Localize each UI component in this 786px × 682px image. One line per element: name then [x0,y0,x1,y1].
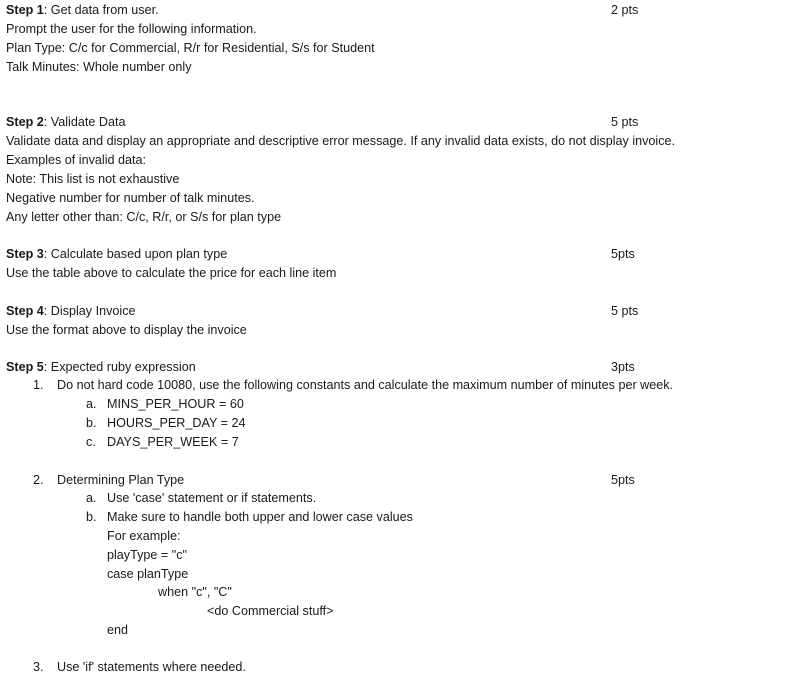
step2-points: 5 pts [611,115,639,129]
list-number: 2. [33,473,44,487]
step5-heading [6,360,196,375]
sub-letter: a. [86,397,97,411]
sub-letter: a. [86,491,97,505]
code-line: <do Commercial stuff> [207,604,334,618]
sub-item-text: HOURS_PER_DAY = 24 [107,416,246,430]
step1-points: 2 pts [611,3,639,17]
step4-label: Step 4 [6,304,44,318]
step3-heading [6,247,227,262]
step4-heading [6,304,136,319]
step3-title: : Calculate based upon plan type [43,247,228,261]
list-item-text: Use 'if' statements where needed. [57,660,246,674]
step1-line: Plan Type: C/c for Commercial, R/r for Residential, S/s for Student [6,41,375,55]
sub-item-text: MINS_PER_HOUR = 60 [107,397,244,411]
step5-title: : Expected ruby expression [43,360,196,374]
step2-line: Negative number for number of talk minutes. [6,191,255,205]
step5-label: Step 5 [6,360,44,374]
code-line: For example: [107,529,181,543]
step2-line: Any letter other than: C/c, R/r, or S/s for plan type [6,210,282,224]
sub-letter: c. [86,435,96,449]
step4-title: : Display Invoice [43,304,136,318]
list-item-text: Do not hard code 10080, use the following constants and calculate the maximum number of minutes per week. [57,378,674,392]
step3-points: 5pts [611,247,635,261]
code-line: case planType [107,567,189,581]
sub-item-text: Make sure to handle both upper and lower case values [107,510,413,524]
sub-letter: b. [86,510,97,524]
step2-line: Validate data and display an appropriate and descriptive error message. If any invalid data exists, do not display invoice. [6,134,676,148]
step2-label: Step 2 [6,115,44,129]
list-number: 1. [33,378,44,392]
step3-label: Step 3 [6,247,44,261]
code-line: end [107,623,129,637]
list-item-text: Determining Plan Type [57,473,185,487]
item2-points: 5pts [611,473,635,487]
step1-label: Step 1 [6,3,44,17]
code-line: playType = "c" [107,548,187,562]
step1-line: Talk Minutes: Whole number only [6,60,192,74]
step2-heading [6,115,125,130]
step4-line: Use the format above to display the invoice [6,323,247,337]
list-number: 3. [33,660,44,674]
sub-letter: b. [86,416,97,430]
step3-line: Use the table above to calculate the price for each line item [6,266,337,280]
step5-points: 3pts [611,360,635,374]
step4-points: 5 pts [611,304,639,318]
sub-item-text: DAYS_PER_WEEK = 7 [107,435,239,449]
code-line: when "c", "C" [158,585,232,599]
step1-title: : Get data from user. [43,3,159,17]
sub-item-text: Use 'case' statement or if statements. [107,491,317,505]
step1-heading [6,3,159,18]
step1-line: Prompt the user for the following information. [6,22,257,36]
step2-title: : Validate Data [43,115,126,129]
step2-line: Examples of invalid data: [6,153,147,167]
step2-line: Note: This list is not exhaustive [6,172,180,186]
